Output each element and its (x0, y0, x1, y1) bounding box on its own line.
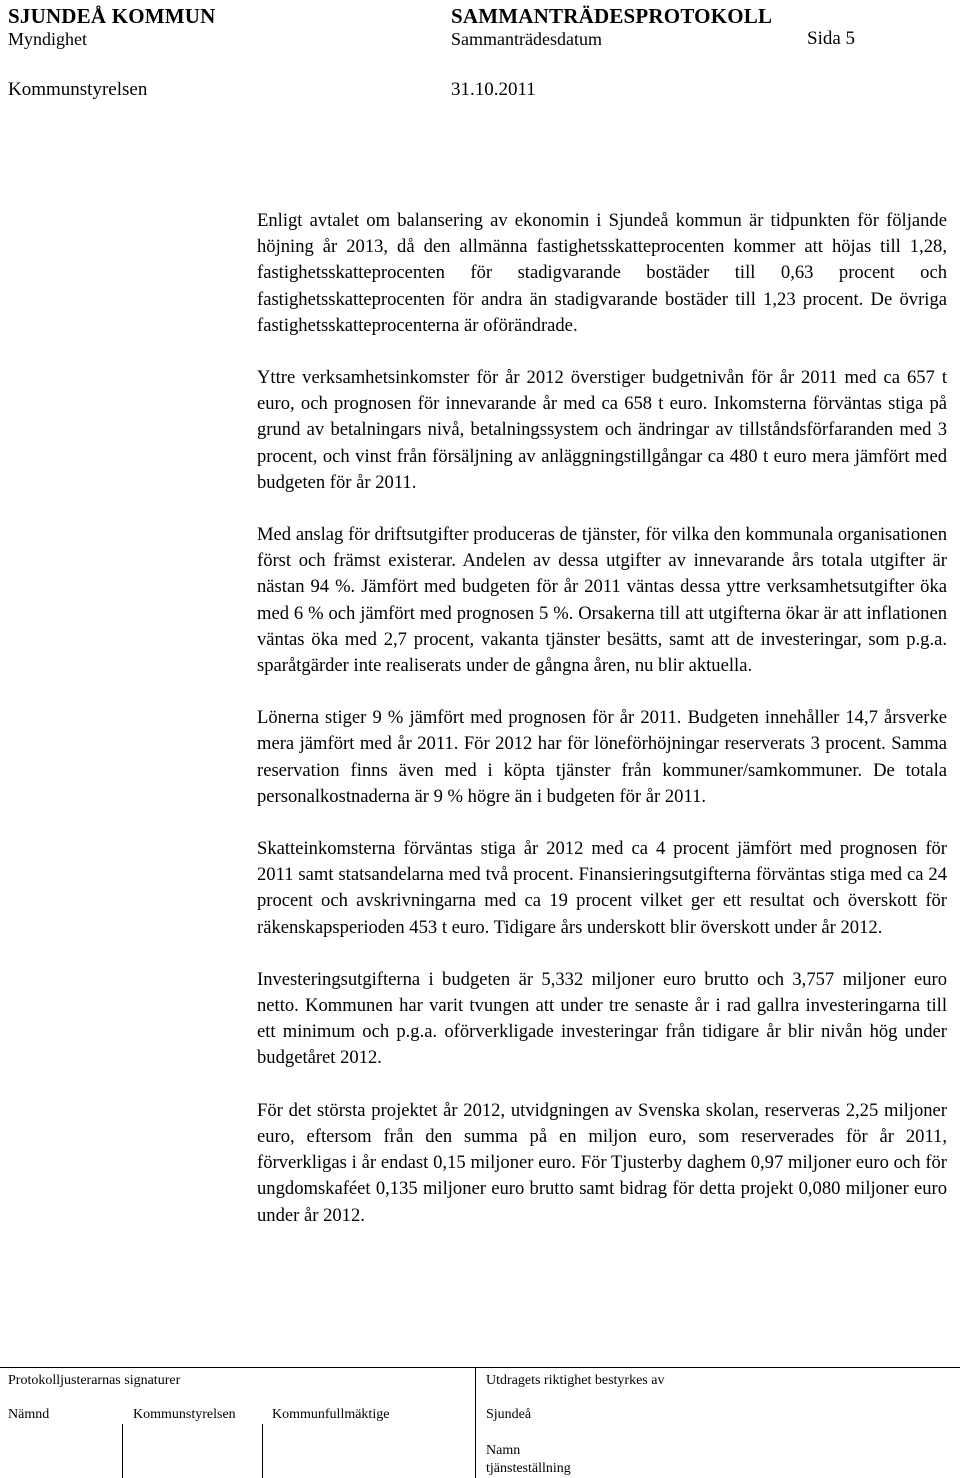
extract-title-label: tjänsteställning (486, 1461, 571, 1476)
footer-divider (475, 1367, 476, 1478)
signature-box-divider-1 (122, 1424, 123, 1478)
signature-column-board: Kommunstyrelsen (133, 1407, 236, 1422)
signature-box-divider-2 (262, 1424, 263, 1478)
meeting-date: 31.10.2011 (451, 79, 536, 100)
footer-top-rule (0, 1367, 960, 1368)
signature-column-council: Kommunfullmäktige (272, 1407, 390, 1422)
paragraph-tax-income: Skatteinkomsterna förväntas stiga år 2012 med ca 4 procent jämfört med prognosen för 2011 samt statsandelarna med två procent. Finansieringsutgifterna förväntas stiga med ca 24 procent och avskrivningarna med ca 19 procent vilket ger ett resultat och överskott för räkenskapsperioden 453 t euro. Tidigare års underskott blir överskott under år 2012. (257, 838, 947, 938)
signature-footer (0, 1364, 960, 1478)
signature-column-committee: Nämnd (8, 1407, 50, 1422)
paragraph-property-tax: Enligt avtalet om balansering av ekonomin i Sjundeå kommun är tidpunkten för följande höjning år 2013, då den allmänna fastighetsskatteprocenten kommer att höjas till 1,28, fastighetsskatteprocenten för stadigvarande bostäder till 0,63 procent och fastighetsskatteprocenten för andra än stadigvarande bostäder till 1,23 procent. De övriga fastighetsskatteprocenterna är oförändrade. (257, 210, 947, 336)
signatures-label: Protokolljusterarnas signaturer (8, 1373, 181, 1388)
paragraph-investments: Investeringsutgifterna i budgeten är 5,332 miljoner euro brutto och 3,757 miljoner euro netto. Kommunen har varit tvungen att under tre senaste år i rad gallra investeringarna till ett minimum och p.g.a. oförverkligade investeringar från tidigare år blir nivån hög under budgetåret 2012. (257, 968, 947, 1069)
authority-name: Kommunstyrelsen (8, 79, 148, 100)
page-number: Sida 5 (807, 28, 856, 49)
date-label: Sammanträdesdatum (451, 29, 602, 49)
paragraph-projects: För det största projektet år 2012, utvidgningen av Svenska skolan, reserveras 2,25 miljoner euro, eftersom från den summa på en miljon euro, som reserverades för år 2011, förverkligas i år endast 0,15 miljoner euro. För Tjusterby daghem 0,97 miljoner euro och för ungdomskaféet 0,135 miljoner euro brutto samt bidrag för detta projekt 0,080 miljoner euro under år 2012. (257, 1099, 947, 1226)
authority-label: Myndighet (8, 29, 87, 49)
document-body (257, 208, 947, 1255)
paragraph-operating-costs: Med anslag för driftsutgifter produceras de tjänster, för vilka den kommunala organisationen först och främst existerar. Andelen av dessa utgifter av innevarande års totala utgifter är nästan 94 %. Jämfört med budgeten för år 2011 väntas dessa yttre verksamhetsutgifter öka med 6 % och jämfört med prognosen 5 %. Orsakerna till att utgifterna ökar är att inflationen väntas öka med 2,7 procent, vakanta tjänster besätts, samt att de investeringar, som p.g.a. sparåtgärder inte realiserats under de gångna åren, nu blir aktuella. (257, 524, 947, 677)
paragraph-salaries: Lönerna stiger 9 % jämfört med prognosen för år 2011. Budgeten innehåller 14,7 årsverke mera jämfört med år 2011. För 2012 har för löneförhöjningar reserverats 3 procent. Samma reservation finns även med i köpta tjänster från kommuner/samkommuner. De totala personalkostnaderna är 9 % högre än i budgeten för år 2011. (257, 707, 947, 807)
organization-name: SJUNDEÅ KOMMUN (8, 4, 216, 28)
document-type: SAMMANTRÄDESPROTOKOLL (451, 4, 773, 28)
extract-place: Sjundeå (486, 1407, 532, 1422)
extract-label: Utdragets riktighet bestyrkes av (486, 1373, 665, 1388)
paragraph-external-income: Yttre verksamhetsinkomster för år 2012 överstiger budgetnivån för år 2011 med ca 657 t euro, och prognosen för innevarande år med ca 658 t euro. Inkomsterna förväntas stiga på grund av betalningars nivå, betalningssystem och ändringar av tillståndsförfaranden med 3 procent, och vinst från försäljning av anläggningstillgångar ca 480 t euro mera jämfört med budgeten för år 2011. (257, 367, 947, 493)
extract-name-label: Namn (486, 1443, 521, 1458)
